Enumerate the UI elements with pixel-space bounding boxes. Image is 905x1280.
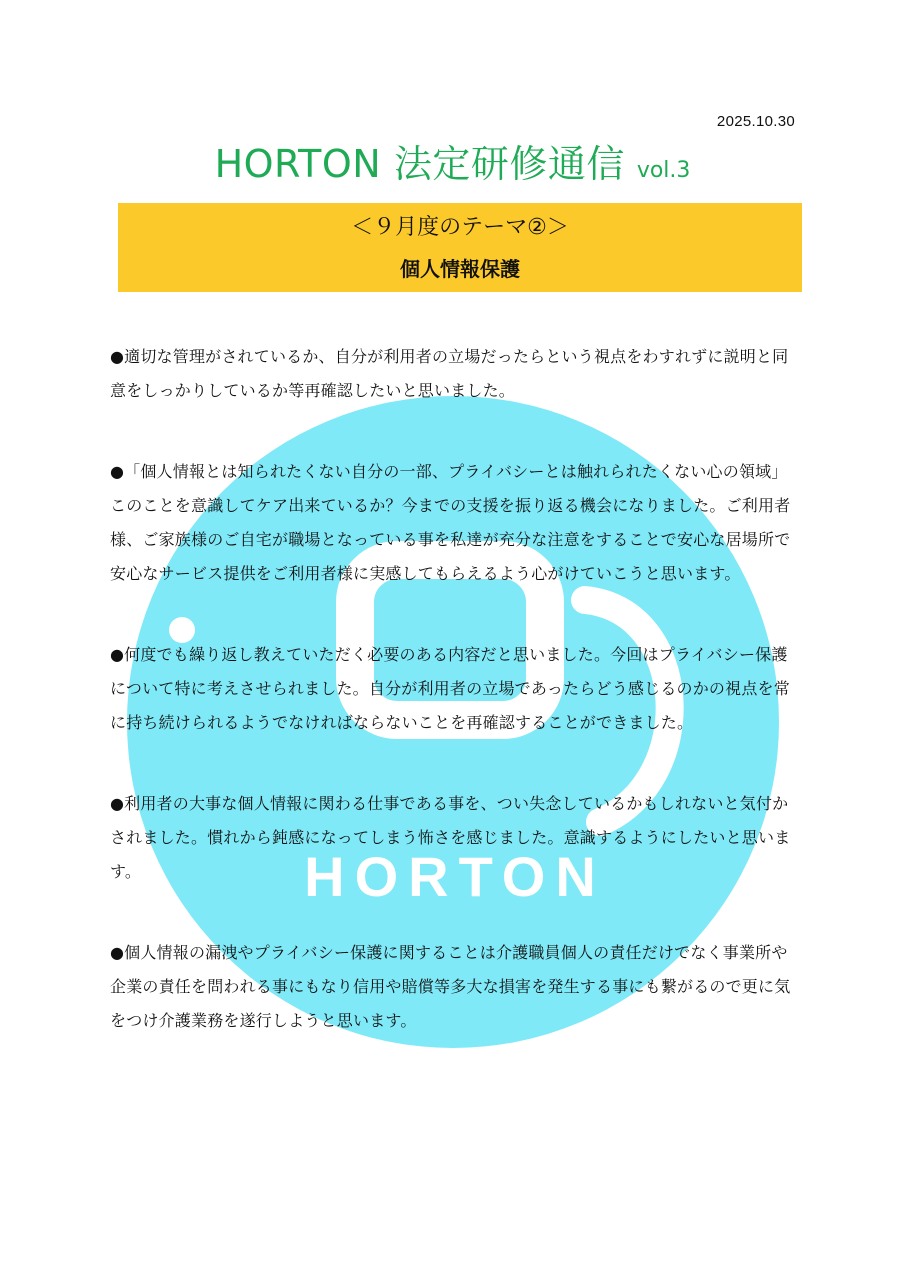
comment-item: ●利用者の大事な個人情報に関わる仕事である事を、つい失念しているかもしれないと気付かされました。慣れから鈍感になってしまう怖さを感じました。意識するようにしたいと思います。 [110, 794, 791, 881]
theme-banner [118, 203, 802, 292]
comment-item: ●「個人情報とは知られたくない自分の一部、プライバシーとは触れられたくない心の領域」このことを意識してケア出来ているか？今までの支援を振り返る機会になりました。ご利用者様、ご家族様のご自宅が職場となっている事を私達が充分な注意をすることで安心な居場所で安心なサービス提供をご利用者様に実感してもらえるよう心がけていこうと思います。 [110, 462, 791, 583]
logo-brand-text: HORTON [304, 845, 606, 908]
issue-date: 2025.10.30 [716, 113, 795, 130]
newsletter-title [0, 138, 905, 197]
comment-item: ●適切な管理がされているか、自分が利用者の立場だったらという視点をわすれずに説明と同意をしっかりしているか等再確認したいと思いました。 [110, 347, 789, 400]
comment-item: ●何度でも繰り返し教えていただく必要のある内容だと思いました。今回はプライバシー保護について特に考えさせられました。自分が利用者の立場であったらどう感じるのかの視点を常に持ち続けられるようでなければならないことを再確認することができました。 [110, 645, 790, 732]
comment-list [110, 340, 800, 1038]
banner-theme: ＜９月度のテーマ②＞ [351, 215, 569, 240]
title-main: HORTON 法定研修通信 [214, 142, 625, 186]
banner-subject: 個人情報保護 [400, 257, 520, 281]
comment-item: ●個人情報の漏洩やプライバシー保護に関することは介護職員個人の責任だけでなく事業所や企業の責任を問われる事にもなり信用や賠償等多大な損害を発生する事にも繋がるので更に気をつけ介護業務を遂行しようと思います。 [110, 943, 791, 1030]
title-volume: vol.3 [636, 158, 691, 183]
